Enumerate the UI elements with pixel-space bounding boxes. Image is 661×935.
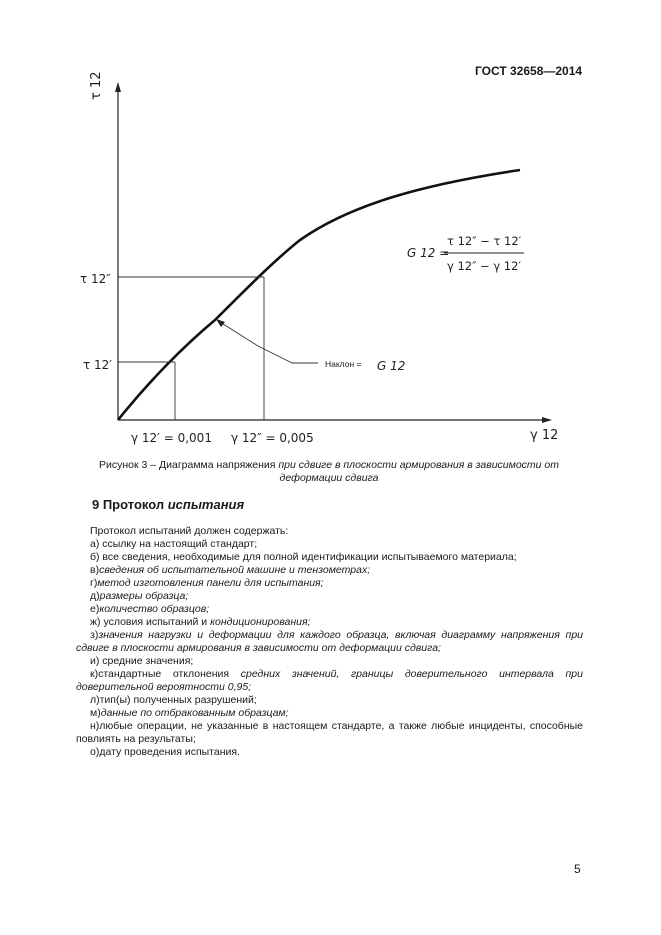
formula-numerator: τ 12″ − τ 12′	[447, 234, 522, 248]
list-item: м)данные по отбракованным образцам;	[90, 707, 289, 719]
tau2-label: τ 12″	[80, 272, 111, 286]
caption-plain: Рисунок 3 – Диаграмма напряжения	[98, 459, 279, 471]
list-item: и) средние значения;	[90, 655, 194, 667]
formula-denominator: γ 12″ − γ 12′	[447, 259, 522, 273]
section-heading	[92, 497, 244, 512]
list-item: б) все сведения, необходимые для полной идентификации испытываемого материала;	[90, 551, 517, 563]
list-item: н)любые операции, не указанные в настоящем стандарте, а также любые инциденты, способные повлиять на результаты;	[76, 720, 583, 745]
section-number: 9 Протокол	[92, 497, 168, 512]
x-axis-label: γ 12	[530, 428, 559, 443]
gamma1-label: γ 12′ = 0,001	[131, 431, 212, 445]
list-item: о)дату проведения испытания.	[90, 746, 240, 758]
x-axis-arrow	[542, 417, 552, 423]
tau1-label: τ 12′	[83, 358, 113, 372]
list-item: г)метод изготовления панели для испытания;	[90, 577, 324, 589]
gamma2-label: γ 12″ = 0,005	[231, 431, 314, 445]
list-item: з)значения нагрузки и деформации для каждого образца, включая диаграмму напряжения при сдвиге в плоскости армирования в зависимости от деформации сдвига;	[76, 629, 583, 654]
slope-label: Наклон =	[325, 359, 362, 369]
protocol-intro: Протокол испытаний должен содержать:	[90, 525, 289, 537]
section-title: испытания	[167, 497, 245, 512]
list-item: д)размеры образца;	[90, 590, 189, 602]
list-item: а) ссылку на настоящий стандарт;	[90, 538, 258, 550]
stress-curve	[118, 170, 520, 420]
slope-leader	[220, 322, 292, 363]
list-item: е)количество образцов;	[90, 603, 210, 615]
formula-lhs: G 12 =	[407, 246, 450, 260]
standard-code: ГОСТ 32658—2014	[475, 64, 583, 78]
slope-leader-arrow	[216, 319, 225, 327]
slope-symbol: G 12	[377, 359, 406, 373]
list-item: ж) условия испытаний и кондиционирования;	[90, 616, 311, 628]
y-axis-arrow	[115, 82, 121, 92]
page-number: 5	[574, 862, 581, 876]
list-item: л)тип(ы) полученных разрушений;	[90, 694, 257, 706]
protocol-list	[76, 525, 583, 759]
list-item: к)стандартные отклонения средних значений, границы доверительного интервала при доверительной вероятности 0,95;	[76, 668, 583, 693]
figure-caption	[75, 459, 583, 485]
stress-strain-diagram	[0, 0, 661, 455]
y-axis-label: τ 12	[89, 71, 104, 100]
list-item: в)сведения об испытательной машине и тензометрах;	[90, 564, 371, 576]
caption-italic: при сдвиге в плоскости армирования в зависимости от деформации сдвига	[278, 459, 560, 484]
